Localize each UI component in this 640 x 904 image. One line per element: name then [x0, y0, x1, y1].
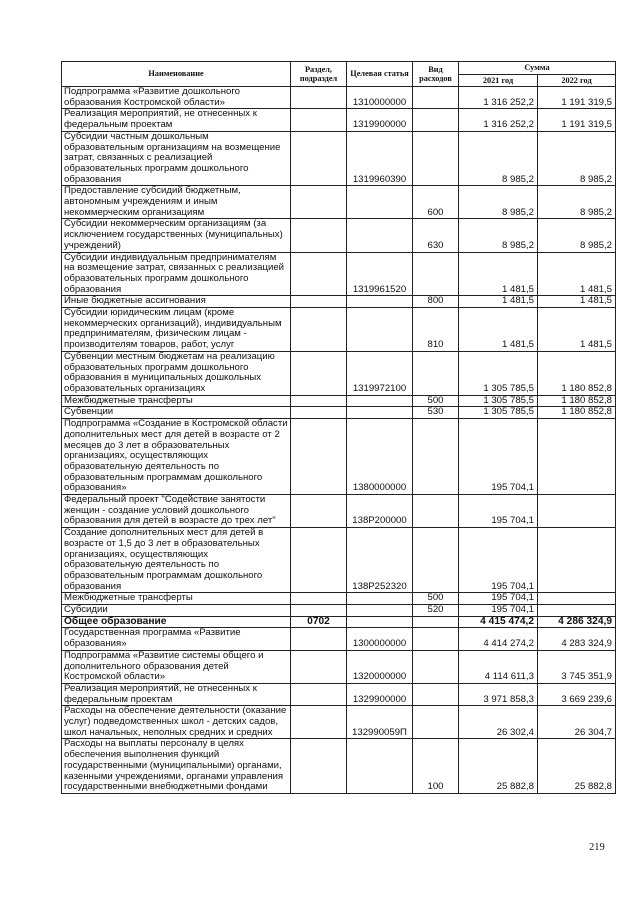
cell-name: Межбюджетные трансферты — [62, 395, 291, 407]
cell-kind: 520 — [413, 605, 459, 617]
cell-amount-2022 — [538, 419, 616, 495]
cell-name: Субвенции — [62, 407, 291, 419]
cell-amount-2021: 1 316 252,2 — [459, 109, 538, 131]
table-row — [62, 650, 616, 683]
table-row — [62, 308, 616, 352]
cell-amount-2021: 195 704,1 — [459, 528, 538, 593]
cell-amount-2022: 8 985,2 — [538, 186, 616, 219]
table-row — [62, 605, 616, 617]
table-row — [62, 351, 616, 395]
cell-kind: 810 — [413, 308, 459, 352]
cell-section — [291, 419, 347, 495]
table-header — [62, 62, 616, 87]
cell-target — [347, 395, 413, 407]
cell-target — [347, 593, 413, 605]
cell-target: 138P200000 — [347, 495, 413, 528]
table-body — [62, 87, 616, 794]
cell-section — [291, 395, 347, 407]
header-target: Целевая статья — [347, 62, 413, 87]
cell-amount-2022: 8 985,2 — [538, 131, 616, 186]
cell-amount-2021: 195 704,1 — [459, 495, 538, 528]
cell-section — [291, 706, 347, 739]
cell-name: Государственная программа «Развитие образования» — [62, 628, 291, 650]
cell-target — [347, 296, 413, 308]
table-row — [62, 528, 616, 593]
cell-target: 1380000000 — [347, 419, 413, 495]
cell-amount-2022: 1 180 852,8 — [538, 351, 616, 395]
header-kind: Вид расходов — [413, 62, 459, 87]
cell-amount-2022: 4 283 324,9 — [538, 628, 616, 650]
cell-section — [291, 186, 347, 219]
cell-name: Субсидии частным дошкольным образовательным организациям на возмещение затрат, связанных с реализацией образовательных программ дошкольного образования — [62, 131, 291, 186]
table-row — [62, 706, 616, 739]
cell-name: Субсидии некоммерческим организациям (за исключением государственных (муниципальных) учреждений) — [62, 219, 291, 252]
cell-name: Субсидии — [62, 605, 291, 617]
cell-amount-2021: 8 985,2 — [459, 131, 538, 186]
table-row — [62, 131, 616, 186]
header-year-2021: 2021 год — [459, 74, 538, 87]
cell-target — [347, 407, 413, 419]
cell-amount-2021: 195 704,1 — [459, 419, 538, 495]
table-row — [62, 296, 616, 308]
cell-amount-2021: 1 305 785,5 — [459, 351, 538, 395]
cell-amount-2022: 1 191 319,5 — [538, 109, 616, 131]
header-sum: Сумма — [459, 62, 616, 75]
table-row — [62, 628, 616, 650]
cell-section — [291, 308, 347, 352]
cell-name: Реализация мероприятий, не отнесенных к федеральным проектам — [62, 109, 291, 131]
cell-amount-2021: 8 985,2 — [459, 219, 538, 252]
cell-section — [291, 131, 347, 186]
cell-amount-2021: 26 302,4 — [459, 706, 538, 739]
cell-kind — [413, 683, 459, 705]
cell-kind — [413, 495, 459, 528]
cell-amount-2021: 4 114 611,3 — [459, 650, 538, 683]
cell-name: Подпрограмма «Развитие системы общего и дополнительного образования детей Костромской области» — [62, 650, 291, 683]
cell-target: 1319960390 — [347, 131, 413, 186]
table-row — [62, 219, 616, 252]
cell-amount-2022: 8 985,2 — [538, 219, 616, 252]
cell-name: Расходы на обеспечение деятельности (оказание услуг) подведомственных школ - детских садов, школ начальных, неполных средних и средних — [62, 706, 291, 739]
cell-kind: 800 — [413, 296, 459, 308]
cell-name: Субвенции местным бюджетам на реализацию образовательных программ дошкольного образования в муниципальных дошкольных образовательных организациях — [62, 351, 291, 395]
cell-kind — [413, 131, 459, 186]
header-name: Наименование — [62, 62, 291, 87]
cell-kind: 630 — [413, 219, 459, 252]
cell-kind: 500 — [413, 593, 459, 605]
table-row — [62, 252, 616, 296]
cell-target — [347, 308, 413, 352]
cell-kind — [413, 616, 459, 628]
cell-amount-2021: 1 481,5 — [459, 308, 538, 352]
cell-target: 1319900000 — [347, 109, 413, 131]
table-row — [62, 87, 616, 109]
cell-amount-2022: 1 481,5 — [538, 252, 616, 296]
cell-kind — [413, 419, 459, 495]
cell-target — [347, 739, 413, 794]
cell-kind — [413, 650, 459, 683]
table-row — [62, 495, 616, 528]
cell-kind — [413, 87, 459, 109]
cell-kind — [413, 528, 459, 593]
cell-target — [347, 186, 413, 219]
cell-amount-2021: 195 704,1 — [459, 593, 538, 605]
cell-target: 1319972100 — [347, 351, 413, 395]
cell-section — [291, 351, 347, 395]
cell-section — [291, 219, 347, 252]
cell-amount-2021: 1 305 785,5 — [459, 407, 538, 419]
cell-amount-2021: 3 971 858,3 — [459, 683, 538, 705]
cell-section — [291, 593, 347, 605]
cell-name: Общее образование — [62, 616, 291, 628]
table-row — [62, 109, 616, 131]
table-row — [62, 593, 616, 605]
cell-amount-2021: 25 882,8 — [459, 739, 538, 794]
cell-amount-2022 — [538, 528, 616, 593]
cell-section — [291, 683, 347, 705]
table-row — [62, 407, 616, 419]
cell-kind: 100 — [413, 739, 459, 794]
table-row — [62, 395, 616, 407]
cell-section — [291, 739, 347, 794]
cell-name: Расходы на выплаты персоналу в целях обеспечения выполнения функций государственными (муниципальными) органами, казенными учреждениями, органами управления государственными внебюджетными фондами — [62, 739, 291, 794]
cell-amount-2022: 26 304,7 — [538, 706, 616, 739]
cell-section — [291, 109, 347, 131]
cell-amount-2022: 25 882,8 — [538, 739, 616, 794]
page-number: 219 — [589, 842, 605, 853]
cell-amount-2022: 1 481,5 — [538, 308, 616, 352]
cell-amount-2021: 195 704,1 — [459, 605, 538, 617]
header-section: Раздел, подраздел — [291, 62, 347, 87]
cell-name: Подпрограмма «Развитие дошкольного образования Костромской области» — [62, 87, 291, 109]
table-row — [62, 186, 616, 219]
cell-target — [347, 616, 413, 628]
cell-amount-2021: 1 316 252,2 — [459, 87, 538, 109]
cell-amount-2021: 8 985,2 — [459, 186, 538, 219]
cell-section: 0702 — [291, 616, 347, 628]
cell-target: 1300000000 — [347, 628, 413, 650]
cell-name: Субсидии индивидуальным предпринимателям на возмещение затрат, связанных с реализацией образовательных программ дошкольного образования — [62, 252, 291, 296]
cell-target: 1320000000 — [347, 650, 413, 683]
cell-amount-2021: 1 305 785,5 — [459, 395, 538, 407]
cell-target — [347, 605, 413, 617]
cell-kind: 530 — [413, 407, 459, 419]
cell-kind — [413, 628, 459, 650]
cell-kind — [413, 109, 459, 131]
cell-amount-2022: 1 180 852,8 — [538, 407, 616, 419]
cell-section — [291, 605, 347, 617]
cell-name: Субсидии юридическим лицам (кроме некоммерческих организаций), индивидуальным предпринимателям, физическим лицам - производителям товаров, работ, услуг — [62, 308, 291, 352]
cell-name: Иные бюджетные ассигнования — [62, 296, 291, 308]
cell-target: 1329900000 — [347, 683, 413, 705]
cell-name: Федеральный проект "Содействие занятости женщин - создание условий дошкольного образования для детей в возрасте до трех лет" — [62, 495, 291, 528]
budget-table — [61, 61, 616, 794]
cell-target — [347, 219, 413, 252]
cell-amount-2022: 1 481,5 — [538, 296, 616, 308]
cell-name: Реализация мероприятий, не отнесенных к федеральным проектам — [62, 683, 291, 705]
cell-amount-2021: 4 414 274,2 — [459, 628, 538, 650]
cell-amount-2021: 1 481,5 — [459, 296, 538, 308]
cell-amount-2022: 3 669 239,6 — [538, 683, 616, 705]
cell-amount-2022: 4 286 324,9 — [538, 616, 616, 628]
cell-section — [291, 495, 347, 528]
cell-section — [291, 87, 347, 109]
cell-kind: 600 — [413, 186, 459, 219]
cell-section — [291, 296, 347, 308]
table-row — [62, 683, 616, 705]
cell-section — [291, 407, 347, 419]
cell-name: Предоставление субсидий бюджетным, автономным учреждениям и иным некоммерческим организациям — [62, 186, 291, 219]
cell-amount-2021: 4 415 474,2 — [459, 616, 538, 628]
table-row — [62, 419, 616, 495]
cell-name: Создание дополнительных мест для детей в возрасте от 1,5 до 3 лет в образовательных организациях, осуществляющих образовательную деятельность по образовательным программам дошкольного образования — [62, 528, 291, 593]
cell-section — [291, 628, 347, 650]
cell-amount-2022: 1 191 319,5 — [538, 87, 616, 109]
cell-name: Межбюджетные трансферты — [62, 593, 291, 605]
table-row — [62, 616, 616, 628]
cell-amount-2022: 3 745 351,9 — [538, 650, 616, 683]
table-row — [62, 739, 616, 794]
cell-target: 1310000000 — [347, 87, 413, 109]
cell-target: 132990059П — [347, 706, 413, 739]
cell-amount-2022 — [538, 593, 616, 605]
cell-amount-2022 — [538, 605, 616, 617]
cell-amount-2022 — [538, 495, 616, 528]
cell-kind — [413, 351, 459, 395]
cell-target: 138P252320 — [347, 528, 413, 593]
cell-kind — [413, 252, 459, 296]
cell-section — [291, 528, 347, 593]
cell-target: 1319961520 — [347, 252, 413, 296]
header-year-2022: 2022 год — [538, 74, 616, 87]
cell-name: Подпрограмма «Создание в Костромской области дополнительных мест для детей в возрасте от 2 месяцев до 3 лет в образовательных организациях, осуществляющих образовательную деятельность по образовательным программам дошкольного образования» — [62, 419, 291, 495]
cell-amount-2022: 1 180 852,8 — [538, 395, 616, 407]
cell-section — [291, 252, 347, 296]
cell-kind — [413, 706, 459, 739]
cell-section — [291, 650, 347, 683]
cell-kind: 500 — [413, 395, 459, 407]
cell-amount-2021: 1 481,5 — [459, 252, 538, 296]
